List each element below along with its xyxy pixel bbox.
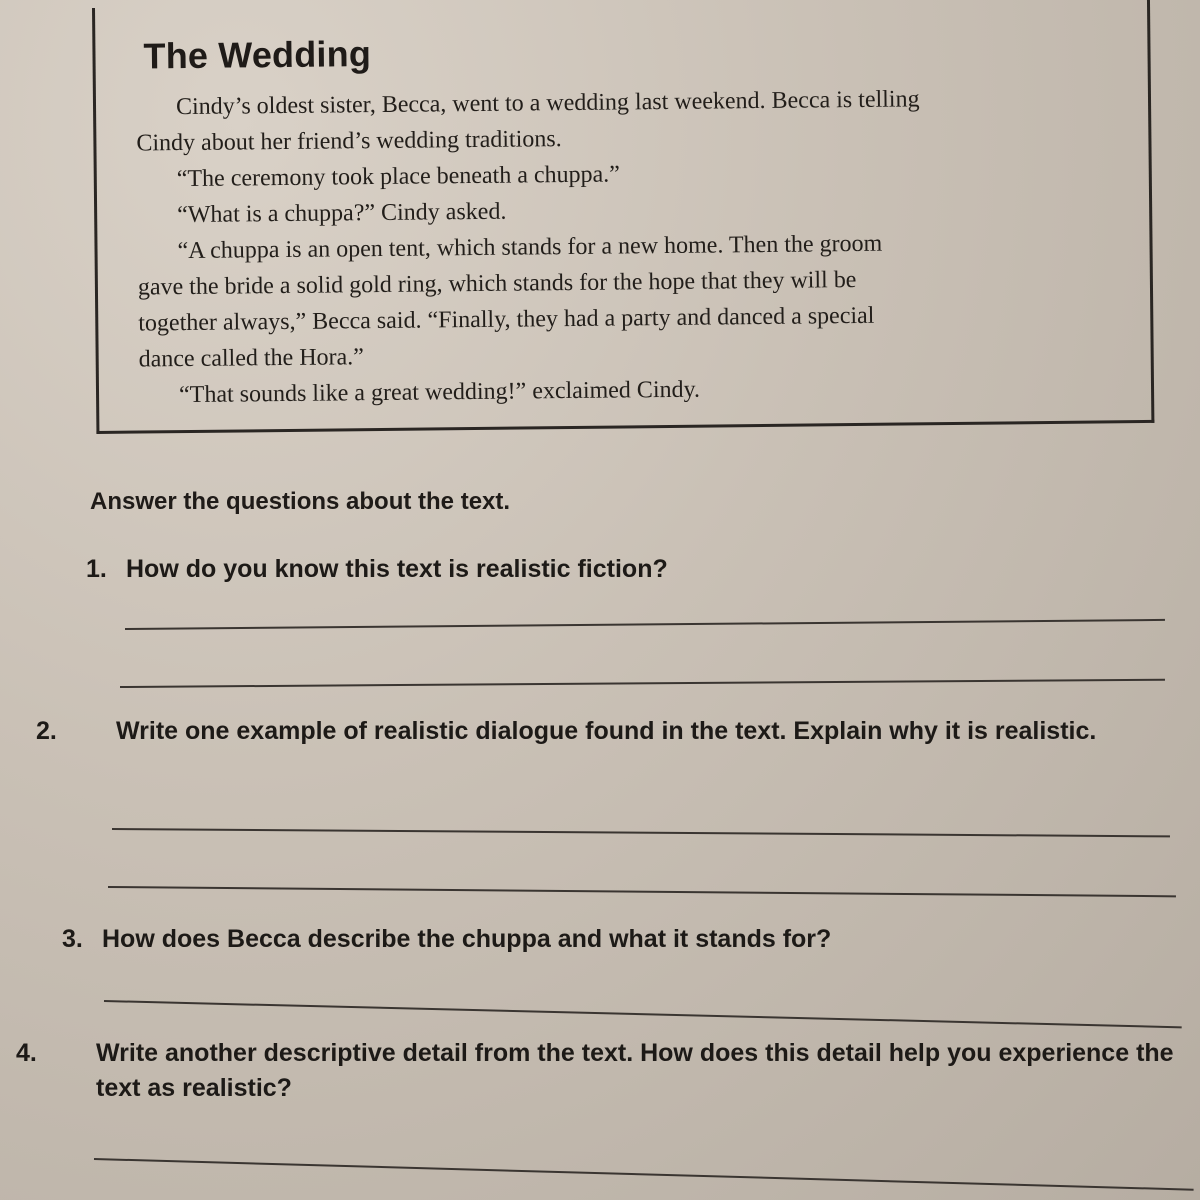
story-box <box>92 0 1154 434</box>
question-text: Write another descriptive detail from the text. How does this detail help you experience the text as realistic? <box>96 1039 1174 1102</box>
question-number: 2. <box>36 717 57 745</box>
question-number: 1. <box>86 555 107 583</box>
answer-line-1b[interactable] <box>120 679 1165 688</box>
answer-line-4[interactable] <box>94 1158 1194 1191</box>
story-line: “The ceremony took place beneath a chuppa.” <box>176 161 621 193</box>
answer-line-3[interactable] <box>104 1000 1182 1028</box>
question-text: How does Becca describe the chuppa and what it stands for? <box>102 925 832 953</box>
story-line: Cindy’s oldest sister, Becca, went to a wedding last weekend. Becca is telling <box>175 86 920 121</box>
story-line: Cindy about her friend’s wedding traditions. <box>136 126 562 157</box>
answer-line-2b[interactable] <box>108 886 1176 897</box>
story-title: The Wedding <box>143 33 372 77</box>
story-line: “That sounds like a great wedding!” exclaimed Cindy. <box>178 376 701 409</box>
story-line: gave the bride a solid gold ring, which stands for the hope that they will be <box>137 267 857 301</box>
answer-line-2a[interactable] <box>112 828 1170 837</box>
question-3 <box>62 922 1122 957</box>
question-number: 4. <box>16 1039 37 1067</box>
question-4 <box>16 1036 1186 1106</box>
story-line: dance called the Hora.” <box>138 344 365 373</box>
instructions-heading: Answer the questions about the text. <box>90 488 511 515</box>
question-text: Write one example of realistic dialogue found in the text. Explain why it is realistic. <box>116 717 1097 745</box>
story-line: together always,” Becca said. “Finally, they had a party and danced a special <box>138 302 875 337</box>
question-text: How do you know this text is realistic fiction? <box>126 555 668 583</box>
story-line: “A chuppa is an open tent, which stands for a new home. Then the groom <box>177 230 883 265</box>
story-line: “What is a chuppa?” Cindy asked. <box>177 198 507 229</box>
question-number: 3. <box>62 925 83 953</box>
answer-line-1a[interactable] <box>125 619 1165 630</box>
question-2 <box>36 714 1146 749</box>
question-1 <box>86 552 1086 587</box>
